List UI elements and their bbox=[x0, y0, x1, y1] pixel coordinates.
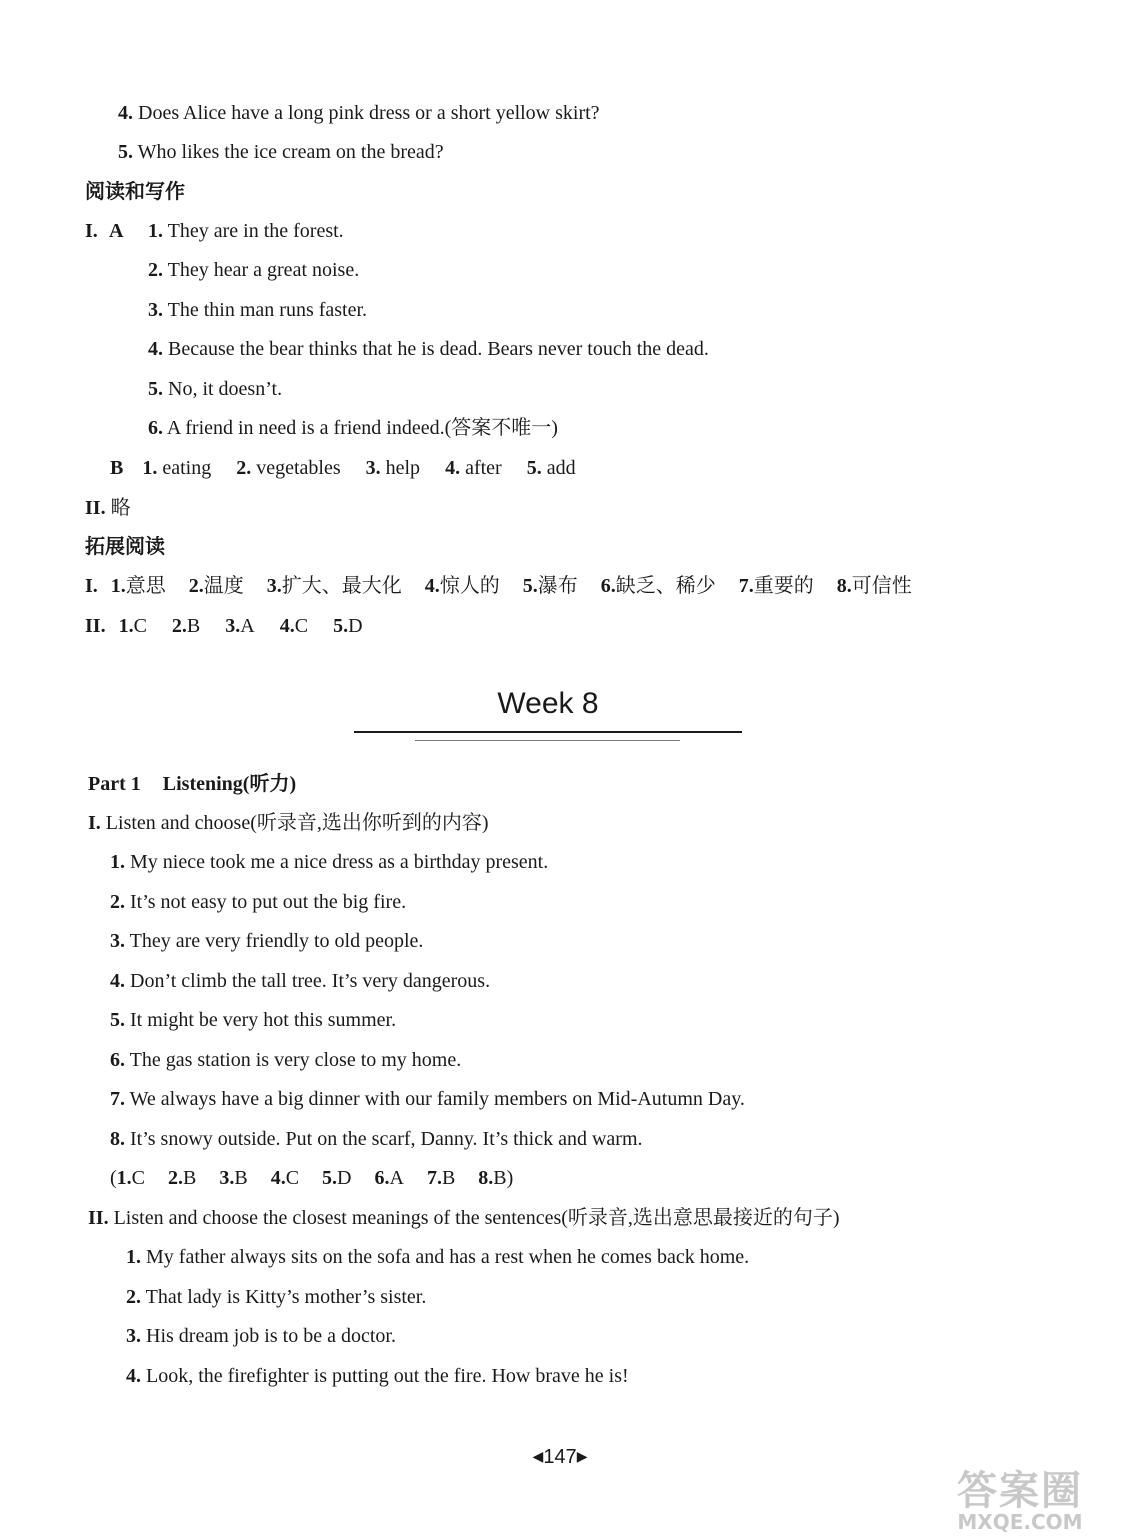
list-item bbox=[110, 890, 406, 914]
section-label: A bbox=[109, 220, 124, 242]
item-text: A bbox=[240, 615, 255, 637]
item-number: 3. bbox=[225, 615, 241, 637]
item-number: 5. bbox=[522, 575, 538, 597]
page-number bbox=[510, 1444, 610, 1469]
item-number: 5. bbox=[322, 1167, 338, 1189]
section-heading-extended-reading: 拓展阅读 bbox=[85, 536, 165, 558]
item-number: 4. bbox=[118, 102, 133, 124]
item-number: 4. bbox=[279, 615, 295, 637]
item-text: A friend in need is a friend indeed.(答案不唯一) bbox=[166, 417, 558, 439]
part-heading-text: Listening(听力) bbox=[162, 773, 297, 795]
answer-close-paren: ) bbox=[506, 1167, 514, 1189]
item-text: vegetables bbox=[256, 457, 341, 479]
item-number: 2. bbox=[171, 615, 187, 637]
item-number: 6. bbox=[110, 1049, 125, 1071]
item-text: D bbox=[337, 1167, 352, 1189]
item-number: 7. bbox=[738, 575, 754, 597]
item-text: 可信性 bbox=[851, 575, 912, 597]
question-item bbox=[118, 101, 600, 125]
item-text: The gas station is very close to my home. bbox=[129, 1049, 462, 1071]
question-item bbox=[118, 140, 444, 164]
item-number: 6. bbox=[148, 417, 163, 439]
item-number: 4. bbox=[424, 575, 440, 597]
item-number: 1. bbox=[116, 1167, 132, 1189]
item-text: Who likes the ice cream on the bread? bbox=[137, 141, 444, 163]
item-number: 1. bbox=[148, 220, 163, 242]
answer-line bbox=[85, 574, 912, 598]
item-text: 惊人的 bbox=[439, 575, 500, 597]
week-title: Week 8 bbox=[497, 687, 599, 720]
item-number: 3. bbox=[219, 1167, 235, 1189]
item-text: B bbox=[183, 1167, 197, 1189]
list-item bbox=[110, 929, 423, 953]
item-number: 4. bbox=[110, 970, 125, 992]
list-item bbox=[110, 1127, 643, 1151]
instruction-text: Listen and choose the closest meanings of the sentences(听录音,选出意思最接近的句子) bbox=[113, 1207, 840, 1229]
item-text: 扩大、最大化 bbox=[281, 575, 402, 597]
item-number: 8. bbox=[836, 575, 852, 597]
part-heading bbox=[88, 772, 296, 796]
item-text: B bbox=[493, 1167, 507, 1189]
item-text: B bbox=[186, 615, 201, 637]
item-text: They are very friendly to old people. bbox=[129, 930, 424, 952]
item-text: My niece took me a nice dress as a birthday present. bbox=[130, 851, 549, 873]
item-number: 3. bbox=[110, 930, 125, 952]
part-label: II. bbox=[85, 497, 106, 519]
item-number: 7. bbox=[426, 1167, 442, 1189]
item-number: 6. bbox=[600, 575, 616, 597]
item-number: 5. bbox=[333, 615, 349, 637]
list-item bbox=[126, 1324, 396, 1348]
section-label: II. bbox=[88, 1207, 109, 1229]
item-text: D bbox=[348, 615, 363, 637]
item-number: 1. bbox=[142, 457, 158, 479]
item-text: 缺乏、稀少 bbox=[615, 575, 716, 597]
item-text: Look, the firefighter is putting out the fire. How brave he is! bbox=[146, 1365, 629, 1387]
answer-line bbox=[148, 258, 359, 282]
section-instruction bbox=[88, 811, 489, 835]
section-label: I. bbox=[88, 812, 101, 834]
item-number: 8. bbox=[110, 1128, 125, 1150]
part-heading-label: Part 1 bbox=[88, 773, 141, 795]
list-item bbox=[126, 1285, 426, 1309]
item-text: C bbox=[131, 1167, 146, 1189]
item-text: help bbox=[385, 457, 421, 479]
item-text: They hear a great noise. bbox=[167, 259, 360, 281]
item-text: 重要的 bbox=[753, 575, 814, 597]
watermark-bottom-text: MXQE.COM bbox=[957, 1510, 1083, 1534]
item-number: 2. bbox=[168, 1167, 184, 1189]
item-text: 温度 bbox=[203, 575, 244, 597]
item-number: 3. bbox=[126, 1325, 141, 1347]
answer-line bbox=[85, 496, 131, 520]
section-instruction bbox=[88, 1206, 840, 1230]
item-text: after bbox=[465, 457, 502, 479]
watermark-logo bbox=[925, 1470, 1115, 1532]
item-number: 8. bbox=[478, 1167, 494, 1189]
answer-line bbox=[148, 298, 367, 322]
item-text: The thin man runs faster. bbox=[167, 299, 368, 321]
item-text: It might be very hot this summer. bbox=[130, 1009, 397, 1031]
answer-line bbox=[148, 377, 282, 401]
item-text: 瀑布 bbox=[537, 575, 578, 597]
watermark-top-text: 答案圈 bbox=[957, 1468, 1083, 1514]
item-text: C bbox=[133, 615, 147, 637]
right-triangle-icon: ▶ bbox=[576, 1448, 588, 1464]
item-text: Does Alice have a long pink dress or a short yellow skirt? bbox=[138, 102, 600, 124]
item-number: 1. bbox=[118, 615, 134, 637]
item-number: 4. bbox=[445, 457, 461, 479]
item-text: They are in the forest. bbox=[167, 220, 344, 242]
answer-open-paren: ( bbox=[110, 1167, 117, 1189]
item-text: A bbox=[389, 1167, 404, 1189]
item-number: 3. bbox=[365, 457, 381, 479]
item-number: 2. bbox=[126, 1286, 141, 1308]
item-number: 2. bbox=[236, 457, 252, 479]
item-number: 5. bbox=[118, 141, 133, 163]
item-text: Don’t climb the tall tree. It’s very dangerous. bbox=[130, 970, 491, 992]
item-number: 1. bbox=[110, 575, 126, 597]
item-number: 3. bbox=[266, 575, 282, 597]
section-heading-reading-writing: 阅读和写作 bbox=[85, 181, 185, 203]
item-text: C bbox=[285, 1167, 300, 1189]
item-number: 7. bbox=[110, 1088, 125, 1110]
item-number: 4. bbox=[270, 1167, 286, 1189]
answer-line bbox=[85, 219, 344, 243]
item-text: Because the bear thinks that he is dead. Bears never touch the dead. bbox=[168, 338, 709, 360]
item-text: It’s snowy outside. Put on the scarf, Danny. It’s thick and warm. bbox=[130, 1128, 643, 1150]
item-text: eating bbox=[162, 457, 212, 479]
item-number: 5. bbox=[110, 1009, 125, 1031]
item-number: 2. bbox=[188, 575, 204, 597]
item-text: 意思 bbox=[125, 575, 166, 597]
item-number: 3. bbox=[148, 299, 163, 321]
section-label: B bbox=[110, 457, 124, 479]
item-text: My father always sits on the sofa and has a rest when he comes back home. bbox=[146, 1246, 750, 1268]
item-number: 2. bbox=[110, 891, 125, 913]
item-number: 6. bbox=[374, 1167, 390, 1189]
item-text: We always have a big dinner with our family members on Mid-Autumn Day. bbox=[129, 1088, 745, 1110]
answer-key bbox=[110, 1166, 513, 1190]
item-text: C bbox=[294, 615, 309, 637]
item-number: 1. bbox=[110, 851, 125, 873]
list-item bbox=[110, 1087, 745, 1111]
item-text: No, it doesn’t. bbox=[168, 378, 283, 400]
list-item bbox=[126, 1364, 629, 1388]
item-text: His dream job is to be a doctor. bbox=[146, 1325, 396, 1347]
answer-line-b bbox=[110, 456, 596, 480]
part-label: II. bbox=[85, 615, 106, 637]
item-number: 4. bbox=[148, 338, 163, 360]
item-text: 略 bbox=[110, 497, 131, 519]
part-label: I. bbox=[85, 575, 98, 597]
item-text: B bbox=[441, 1167, 456, 1189]
answer-line bbox=[148, 337, 709, 361]
item-number: 4. bbox=[126, 1365, 141, 1387]
list-item bbox=[110, 850, 548, 874]
item-text: B bbox=[234, 1167, 248, 1189]
list-item bbox=[110, 1008, 396, 1032]
left-triangle-icon: ◀ bbox=[532, 1448, 544, 1464]
title-rule bbox=[354, 731, 742, 733]
list-item bbox=[110, 969, 490, 993]
list-item bbox=[126, 1245, 749, 1269]
title-rule-thin bbox=[415, 740, 680, 741]
item-text: add bbox=[546, 457, 576, 479]
item-text: It’s not easy to put out the big fire. bbox=[130, 891, 407, 913]
item-number: 5. bbox=[526, 457, 542, 479]
part-label: I. bbox=[85, 220, 98, 242]
answer-line bbox=[148, 416, 558, 440]
item-number: 1. bbox=[126, 1246, 141, 1268]
list-item bbox=[110, 1048, 461, 1072]
answer-line bbox=[85, 614, 383, 638]
instruction-text: Listen and choose(听录音,选出你听到的内容) bbox=[105, 812, 489, 834]
item-number: 2. bbox=[148, 259, 163, 281]
item-number: 5. bbox=[148, 378, 163, 400]
page-number-text: 147 bbox=[543, 1446, 577, 1468]
item-text: That lady is Kitty’s mother’s sister. bbox=[145, 1286, 427, 1308]
